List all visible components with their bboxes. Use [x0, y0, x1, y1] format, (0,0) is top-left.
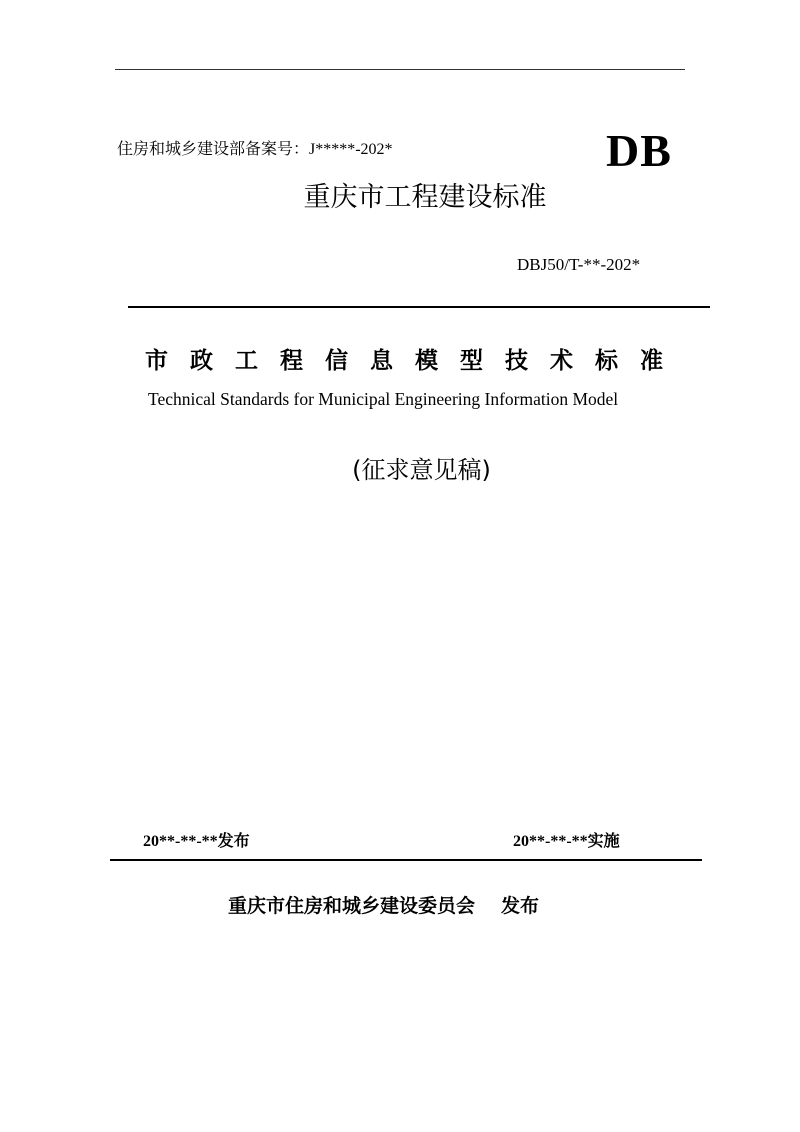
publisher-line [228, 891, 539, 918]
standard-number: DBJ50/T-**-202* [517, 255, 641, 274]
title-char: 程 [280, 348, 303, 374]
title-char: 标 [595, 348, 618, 374]
title-char: 技 [505, 348, 528, 374]
standard-category: 重庆市工程建设标准 [303, 182, 547, 213]
title-char: 政 [190, 348, 213, 374]
title-char: 型 [460, 348, 483, 374]
record-number: 住房和城乡建设部备案号：J*****-202* [117, 141, 393, 158]
issue-date: 20**-**-**发布 [143, 833, 250, 850]
title-char: 准 [640, 348, 663, 374]
title-char: 术 [550, 348, 573, 374]
title-char: 信 [325, 348, 348, 374]
implement-date: 20**-**-**实施 [513, 833, 620, 850]
header-divider [128, 306, 710, 308]
footer-divider [110, 859, 702, 861]
title-char: 息 [370, 348, 393, 374]
top-divider [115, 69, 685, 70]
title-chinese [145, 342, 663, 375]
publisher-name: 重庆市住房和城乡建设委员会 [228, 895, 476, 917]
title-char: 工 [235, 348, 258, 374]
title-english: Technical Standards for Municipal Engineering Information Model [148, 389, 619, 409]
db-mark: DB [606, 125, 672, 176]
title-char: 市 [145, 348, 168, 374]
draft-label: (征求意见稿) [352, 456, 491, 484]
title-char: 模 [415, 348, 438, 374]
publish-label: 发布 [501, 895, 540, 917]
